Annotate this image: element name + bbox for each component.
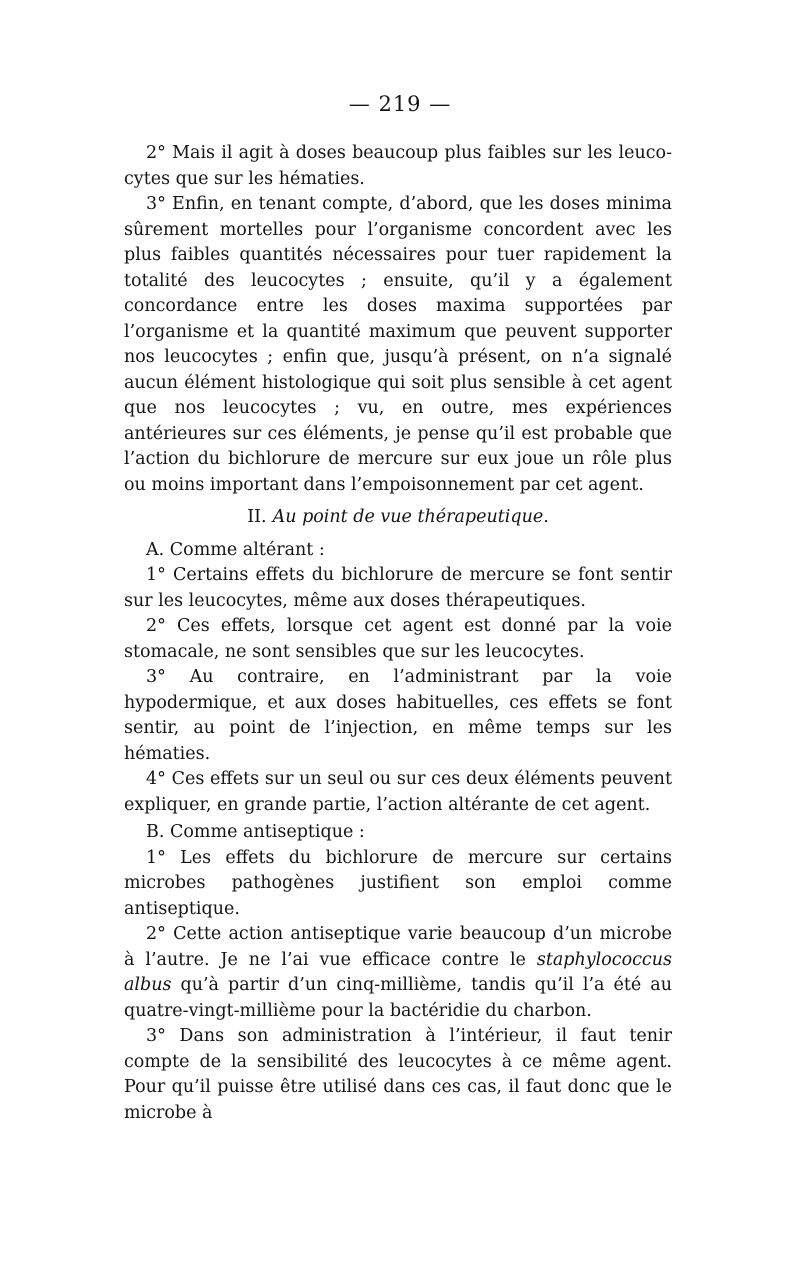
alterant-point-4: 4° Ces effets sur un seul ou sur ces deux éléments peuvent expliquer, en grande partie, l’action altérante de cet agent. [124,769,672,815]
subheading-alterant: A. Comme altérant : [146,539,325,560]
alterant-point-1: 1° Certains effets du bichlorure de mercure se font sentir sur les leucocytes, même aux doses thérapeutiques. [124,565,672,611]
species-name: staphylococcus albus [124,949,672,995]
alterant-point-3: 3° Au contraire, en l’administrant par la voie hypodermique, et aux doses habituelles, ces effets se font sentir, au point de l’injection, en même temps sur les hématies. [124,667,672,764]
section-heading-therapeutic [124,498,672,538]
alterant-point-2: 2° Ces effets, lorsque cet agent est donné par la voie stomacale, ne sont sensibles que sur les leucocytes. [124,616,672,662]
section-numeral: II. [247,507,267,527]
subheading-antiseptic: B. Comme antiseptique : [146,822,365,842]
conclusion-point-3: 3° Enfin, en tenant compte, d’abord, que les doses minima sûrement mortelles pour l’organisme concordent avec les plus faibles quantités nécessaires pour tuer rapidement la totalité des leucocytes ; ensuite, qu’il y a également concordance entre les doses maxima supportées par l’organisme et la quantité maximum que peuvent supporter nos leucocytes ; enfin que, jusqu’à présent, on n’a signalé aucun élément histologique qui soit plus sensible à cet agent que nos leucocytes ; vu, en outre, mes expériences antérieures sur ces éléments, je pense qu’il est probable que l’action du bichlorure de mercure sur eux joue un rôle plus ou moins important dans l’empoisonnement par cet agent. [124,194,672,495]
antiseptic-point-2 [124,922,672,1024]
antiseptic-point-1: 1° Les effets du bichlorure de mercure sur certains microbes pathogènes justifient son emploi comme antiseptique. [124,847,672,919]
conclusion-point-2: 2° Mais il agit à doses beaucoup plus faibles sur les leucocytes que sur les hématies. [124,143,672,189]
page-number: — 219 — [348,92,452,116]
section-title: Au point de vue thérapeutique. [272,507,549,527]
antiseptic-point-2-lead: 2° Cette action antiseptique varie beaucoup d’un microbe à l’autre. Je ne l’ai vue efficace contre le [124,924,672,970]
antiseptic-point-3: 3° Dans son administration à l’intérieur, il faut tenir compte de la sensibilité des leucocytes à ce même agent. Pour qu’il puisse être utilisé dans ces cas, il faut donc que le microbe à [124,1026,672,1123]
page-body [124,141,672,1126]
antiseptic-point-2-tail: qu’à partir d’un cinq-millième, tandis qu’il l’a été au quatre-vingt-millième pour la bactéridie du charbon. [124,975,672,1021]
